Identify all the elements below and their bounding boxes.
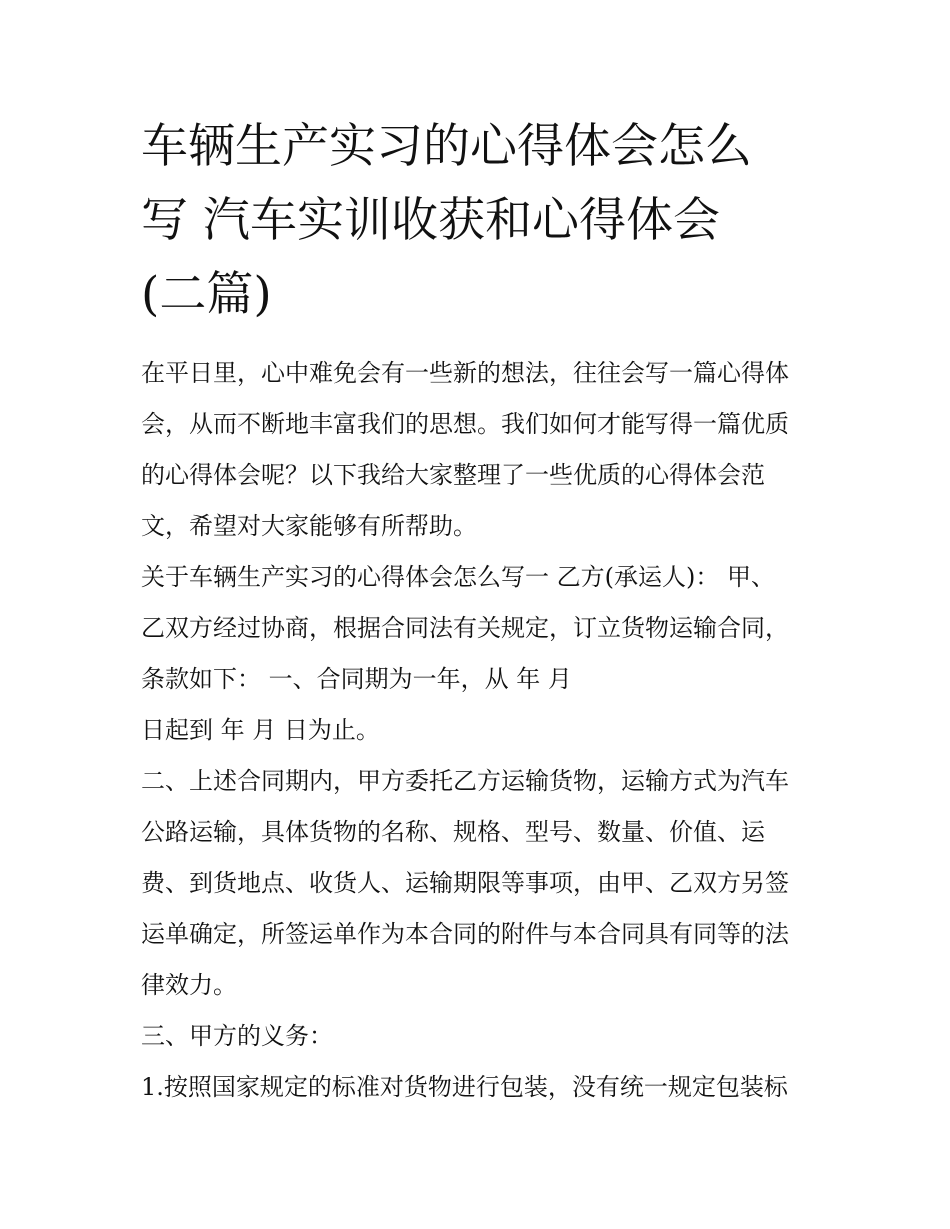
paragraph-line: 公路运输，具体货物的名称、规格、型号、数量、价值、运 — [141, 818, 765, 846]
paragraph-line: 文，希望对大家能够有所帮助。 — [141, 512, 477, 540]
paragraph-line: 关于车辆生产实习的心得体会怎么写一 乙方(承运人)： 甲、 — [141, 563, 775, 591]
document-content — [141, 110, 821, 1113]
intro-paragraph — [141, 348, 821, 552]
paragraph-line: 日起到 年 月 日为止。 — [141, 716, 380, 744]
clause-two-paragraph — [141, 756, 821, 1011]
contract-intro-paragraph — [141, 552, 821, 756]
paragraph-line: 乙双方经过协商，根据合同法有关规定，订立货物运输合同， — [141, 614, 789, 642]
title-line: 车辆生产实习的心得体会怎么 — [141, 119, 752, 174]
paragraph-line: 在平日里，心中难免会有一些新的想法，往往会写一篇心得体 — [141, 359, 789, 387]
clause-three-heading — [141, 1011, 821, 1062]
title-line: 写 汽车实训收获和心得体会 — [141, 193, 720, 248]
paragraph-line: 会，从而不断地丰富我们的思想。我们如何才能写得一篇优质 — [141, 410, 789, 438]
paragraph-line: 运单确定，所签运单作为本合同的附件与本合同具有同等的法 — [141, 920, 789, 948]
paragraph-line: 律效力。 — [141, 971, 237, 999]
clause-three-item-one — [141, 1062, 821, 1113]
paragraph-line: 三、甲方的义务： — [141, 1022, 333, 1050]
document-title — [141, 110, 821, 332]
paragraph-line: 条款如下： 一、合同期为一年，从 年 月 — [141, 665, 572, 693]
title-line: (二篇) — [141, 267, 272, 322]
paragraph-line: 的心得体会呢？以下我给大家整理了一些优质的心得体会范 — [141, 461, 765, 489]
paragraph-line: 二、上述合同期内，甲方委托乙方运输货物，运输方式为汽车 — [141, 767, 789, 795]
paragraph-line: 费、到货地点、收货人、运输期限等事项，由甲、乙双方另签 — [141, 869, 789, 897]
paragraph-line: 1.按照国家规定的标准对货物进行包装，没有统一规定包装标 — [141, 1073, 788, 1101]
